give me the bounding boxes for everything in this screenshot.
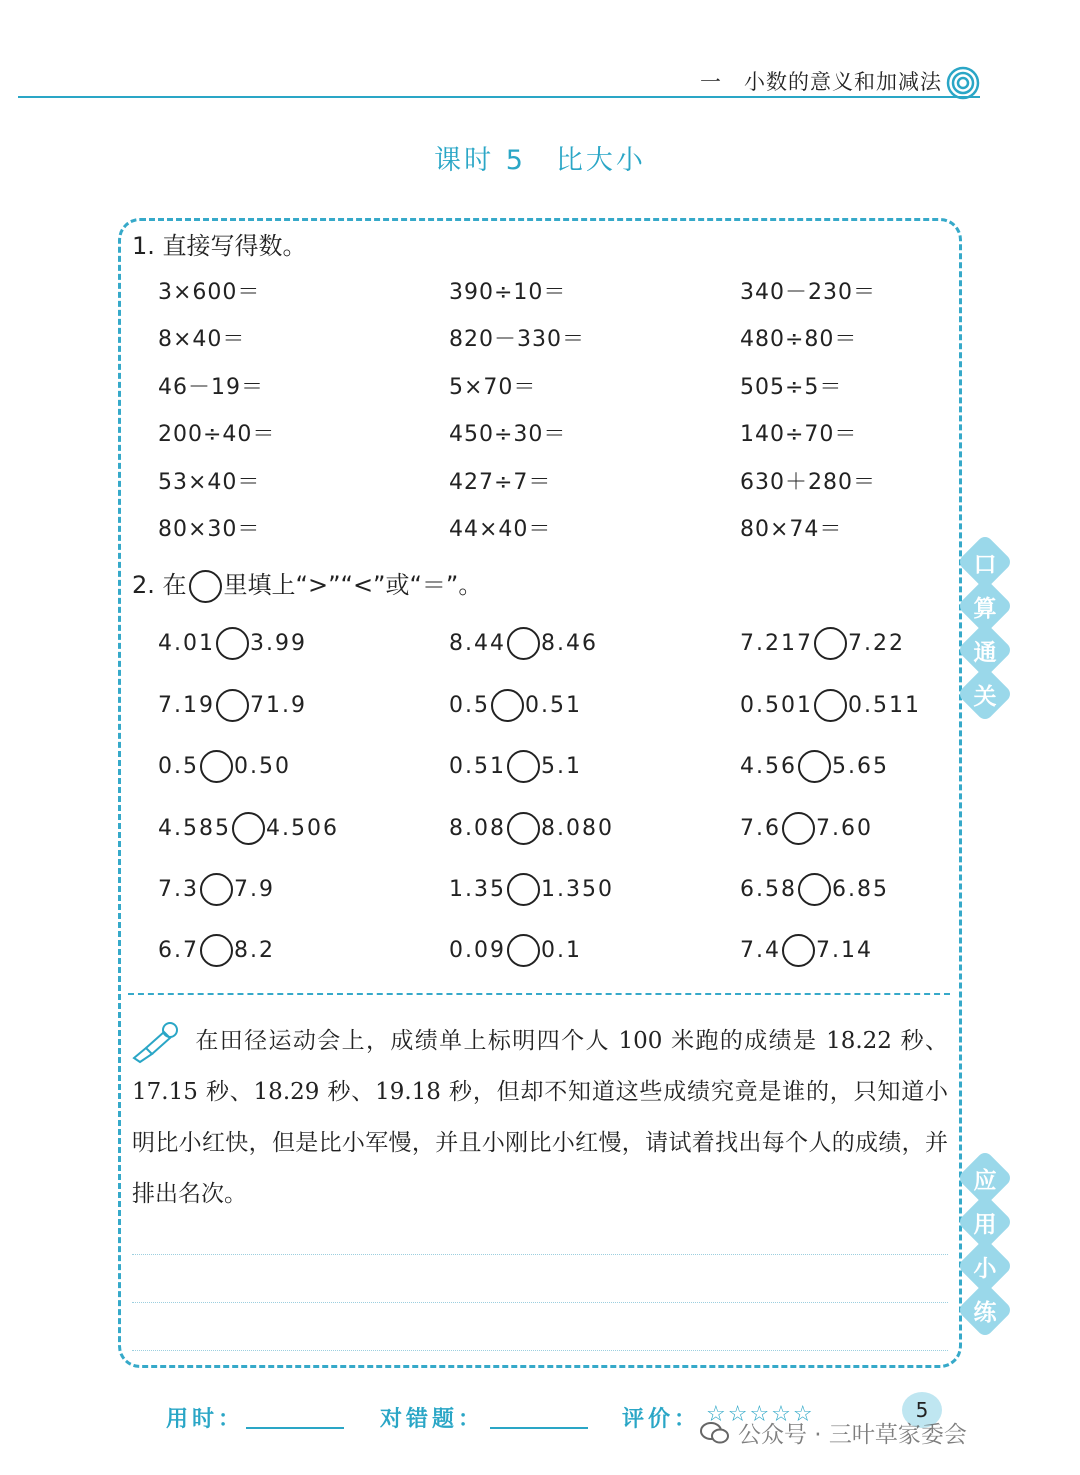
calc-item: 53×40＝ [158,470,261,495]
compare-left: 7.4 [740,937,781,963]
answer-line[interactable] [132,1302,948,1303]
compare-item [740,808,873,848]
compare-left: 1.35 [449,876,506,902]
compare-item [740,685,921,725]
compare-left: 0.501 [740,692,813,718]
compare-right: 0.511 [847,692,921,718]
compare-left: 8.44 [449,630,506,656]
watermark-text: 公众号 · 三叶草家委会 [738,1422,967,1448]
compare-item [449,685,582,725]
answer-circle[interactable] [782,934,815,967]
calc-item: 340－230＝ [740,280,876,305]
calc-item: 427÷7＝ [449,470,552,495]
answer-circle[interactable] [200,934,233,967]
compare-item [158,623,307,663]
compare-right: 7.22 [847,630,905,656]
calc-item: 450÷30＝ [449,422,567,447]
side-tag-char: 关 [957,666,1014,723]
compare-item [449,746,582,786]
calc-item: 820－330＝ [449,327,585,352]
side-tag-char: 练 [957,1282,1014,1339]
errors-label: 对错题： [380,1407,485,1432]
header-rule [18,96,980,98]
answer-circle[interactable] [507,750,540,783]
compare-right: 3.99 [249,630,307,656]
compare-right: 4.506 [265,815,339,841]
compare-item [740,623,905,663]
calc-item: 8×40＝ [158,327,246,352]
calc-item: 140÷70＝ [740,422,858,447]
compare-item [158,685,307,725]
compare-left: 0.51 [449,753,506,779]
compare-left: 0.09 [449,937,506,963]
compare-right: 0.1 [540,937,582,963]
compare-left: 6.58 [740,876,797,902]
answer-circle[interactable] [507,627,540,660]
q2-title [132,565,482,603]
answer-circle[interactable] [507,934,540,967]
compare-left: 7.6 [740,815,781,841]
calc-item: 5×70＝ [449,375,537,400]
answer-circle[interactable] [814,627,847,660]
side-tag-char: 应 [957,1150,1014,1207]
answer-line[interactable] [132,1254,948,1255]
page-number: 5 [902,1392,942,1428]
answer-circle[interactable] [491,689,524,722]
calc-item: 505÷5＝ [740,375,843,400]
compare-left: 8.08 [449,815,506,841]
q2-title-suffix: 里填上“>”“<”或“＝”。 [223,571,483,599]
rating-stars[interactable]: ☆☆☆☆☆ [706,1402,815,1427]
side-tag-apply [962,1156,1008,1332]
time-blank[interactable] [246,1427,344,1429]
answer-circle[interactable] [798,750,831,783]
compare-right: 0.51 [525,692,582,718]
errors-blank[interactable] [490,1427,588,1429]
compare-left: 6.7 [158,937,199,963]
lesson-title: 课时 5 比大小 [434,145,646,176]
compare-item [449,869,614,909]
calc-item: 630＋280＝ [740,470,876,495]
compare-right: 6.85 [831,876,889,902]
circle-icon [189,570,222,603]
compare-right: 71.9 [249,692,307,718]
calc-item: 80×74＝ [740,517,843,542]
compare-right: 8.080 [540,815,614,841]
compare-left: 4.01 [158,630,215,656]
compare-right: 0.50 [234,753,291,779]
compare-item [158,746,291,786]
answer-circle[interactable] [782,812,815,845]
compare-left: 4.585 [158,815,231,841]
compare-left: 4.56 [740,753,797,779]
compare-right: 7.14 [816,937,873,963]
calc-item: 200÷40＝ [158,422,276,447]
watermark [700,1416,967,1449]
calc-item: 80×30＝ [158,517,261,542]
compare-item [449,623,598,663]
compare-item [740,746,889,786]
answer-circle[interactable] [216,689,249,722]
compare-right: 5.1 [540,753,582,779]
compare-left: 7.3 [158,876,199,902]
side-tag-char: 算 [957,578,1014,635]
calc-item: 46－19＝ [158,375,264,400]
side-tag-char: 通 [957,622,1014,679]
compare-right: 8.46 [540,630,598,656]
compare-item [449,930,582,970]
compare-left: 7.19 [158,692,215,718]
answer-circle[interactable] [507,812,540,845]
side-tag-char: 口 [957,534,1014,591]
rating-label: 评价： [622,1407,701,1432]
problem-text: 在田径运动会上，成绩单上标明四个人 100 米跑的成绩是 18.22 秒、17.15 秒、18.29 秒、19.18 秒，但却不知道这些成绩究竟是谁的，只知道小明比小红快，但是比小军慢，并且小刚比小红慢，请试着找出每个人的成绩，并排出名次。 [132,1028,948,1207]
time-label: 用时： [166,1407,245,1432]
wechat-icon [700,1421,730,1445]
answer-circle[interactable] [216,627,249,660]
answer-circle[interactable] [798,873,831,906]
q1-title: 1. 直接写得数。 [132,232,307,260]
answer-circle[interactable] [200,750,233,783]
compare-item [740,869,889,909]
side-tag-char: 用 [957,1194,1014,1251]
answer-circle[interactable] [232,812,265,845]
calc-item: 44×40＝ [449,517,552,542]
compare-right: 1.350 [540,876,614,902]
compare-item [158,930,275,970]
calc-item: 3×600＝ [158,280,261,305]
application-problem [132,1016,948,1220]
compare-item [158,808,339,848]
calc-item: 390÷10＝ [449,280,567,305]
side-tag-oral [962,540,1008,716]
spiral-icon [946,66,980,100]
compare-right: 7.60 [816,815,873,841]
chapter-title: 一 小数的意义和加减法 [700,70,942,94]
answer-circle[interactable] [507,873,540,906]
compare-right: 8.2 [234,937,275,963]
compare-item [449,808,614,848]
compare-right: 5.65 [831,753,889,779]
compare-right: 7.9 [234,876,275,902]
answer-circle[interactable] [200,873,233,906]
compare-item [740,930,873,970]
q2-title-prefix: 2. 在 [132,571,187,599]
answer-line[interactable] [132,1350,948,1351]
section-divider [128,993,950,995]
compare-left: 0.5 [449,692,490,718]
answer-circle[interactable] [814,689,847,722]
compare-left: 7.217 [740,630,813,656]
compare-item [158,869,275,909]
side-tag-char: 小 [957,1238,1014,1295]
calc-item: 480÷80＝ [740,327,858,352]
compare-left: 0.5 [158,753,199,779]
